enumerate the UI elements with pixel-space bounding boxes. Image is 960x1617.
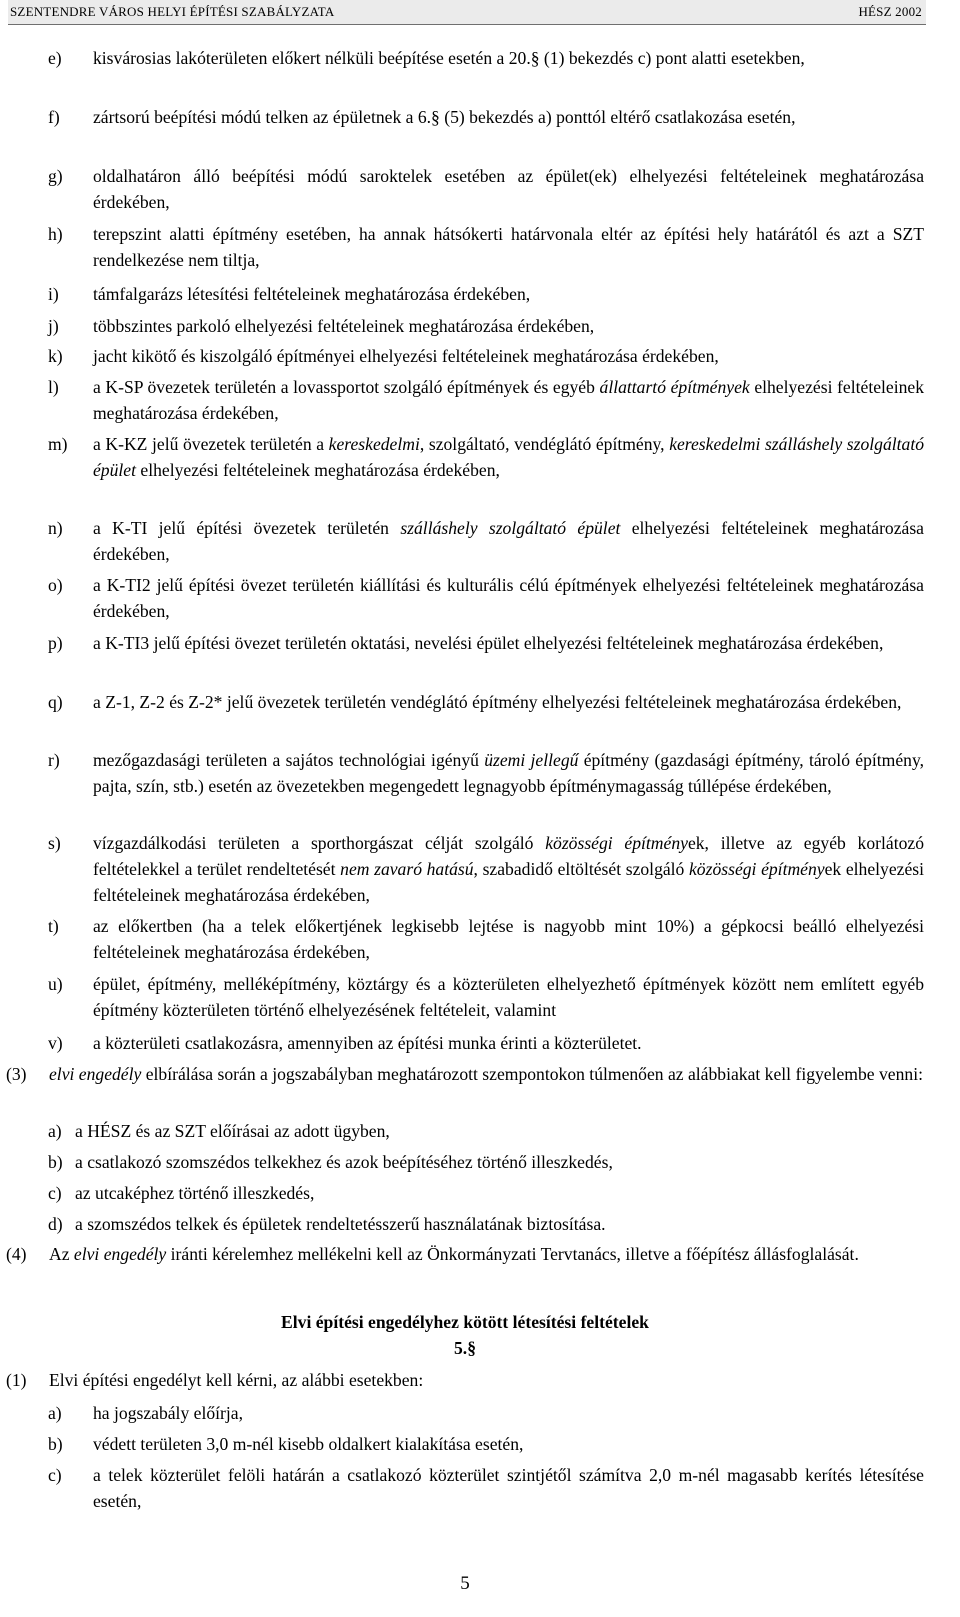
paragraph-marker: (1) [6, 1370, 27, 1390]
item-marker: e) [48, 48, 62, 68]
header-title: SZENTENDRE VÁROS HELYI ÉPÍTÉSI SZABÁLYZATA [10, 4, 335, 19]
list-item [48, 221, 924, 273]
item-text: vízgazdálkodási területen a sporthorgászat célját szolgáló közösségi építmények, illetve az egyéb korlátozó feltételekkel a terület rendeltetését nem zavaró hatású, szabadidő eltöltését szolgáló közösségi építmények elhelyezési feltételeinek meghatározása érdekében, [93, 833, 924, 905]
item-text: a közterületi csatlakozásra, amennyiben az építési munka érinti a közterületet. [93, 1033, 642, 1053]
item-marker: p) [48, 633, 63, 653]
list-item [48, 431, 924, 483]
paragraph-text: Elvi építési engedélyt kell kérni, az alábbi esetekben: [49, 1370, 424, 1390]
paragraph-1 [6, 1367, 924, 1393]
item-text: a K-SP övezetek területén a lovassportot szolgáló építmények és egyéb állattartó építmények elhelyezési feltételeinek meghatározása érdekében, [93, 377, 924, 423]
item-text: jacht kikötő és kiszolgáló építményei elhelyezési feltételeinek meghatározása érdekében, [93, 346, 719, 366]
section-title: Elvi építési engedélyhez kötött létesítési feltételek [281, 1312, 649, 1332]
list-item [48, 830, 924, 908]
paragraph-marker: (3) [6, 1064, 27, 1084]
item-marker: i) [48, 284, 59, 304]
item-marker: n) [48, 518, 63, 538]
item-marker: m) [48, 434, 68, 454]
item-text: a Z-1, Z-2 és Z-2* jelű övezetek területén vendéglátó építmény elhelyezési feltételeinek meghatározása érdekében, [93, 692, 902, 712]
item-marker: k) [48, 346, 63, 366]
list-item: a) ha jogszabály előírja, [48, 1403, 243, 1423]
paragraph-4 [6, 1241, 924, 1267]
item-text: a K-TI2 jelű építési övezet területén kiállítási és kulturális célú építmények elhelyezési feltételeinek meghatározása érdekében, [93, 575, 924, 621]
item-marker: s) [48, 833, 61, 853]
list-item [48, 689, 924, 715]
item-marker: u) [48, 974, 63, 994]
section-number: 5.§ [454, 1338, 476, 1358]
list-item [48, 747, 924, 799]
sub-item: b) a csatlakozó szomszédos telkekhez és azok beépítéséhez történő illeszkedés, [48, 1152, 613, 1172]
item-marker: l) [48, 377, 59, 397]
list-item [48, 45, 924, 71]
item-marker: r) [48, 750, 60, 770]
list-item [48, 281, 924, 307]
list-item [48, 163, 924, 215]
item-marker: o) [48, 575, 63, 595]
list-item [48, 1030, 924, 1056]
item-text: támfalgarázs létesítési feltételeinek meghatározása érdekében, [93, 284, 531, 304]
paragraph-3 [6, 1061, 924, 1087]
paragraph-marker: (4) [6, 1244, 27, 1264]
list-item [48, 515, 924, 567]
item-text: többszintes parkoló elhelyezési feltételeinek meghatározása érdekében, [93, 316, 595, 336]
list-item: b) védett területen 3,0 m-nél kisebb oldalkert kialakítása esetén, [48, 1434, 524, 1454]
list-item [48, 572, 924, 624]
list-item [48, 313, 924, 339]
header-doc-id: HÉSZ 2002 [858, 4, 922, 19]
item-text: zártsorú beépítési módú telken az épületnek a 6.§ (5) bekezdés a) ponttól eltérő csatlakozása esetén, [93, 107, 796, 127]
list-item [48, 374, 924, 426]
list-item [48, 971, 924, 1023]
item-text: kisvárosias lakóterületen előkert nélküli beépítése esetén a 20.§ (1) bekezdés c) pont alatti esetekben, [93, 48, 805, 68]
item-text: a K-TI3 jelű építési övezet területén oktatási, nevelési épület elhelyezési feltételeinek meghatározása érdekében, [93, 633, 884, 653]
sub-item: d) a szomszédos telkek és épületek rendeltetésszerű használatának biztosítása. [48, 1214, 606, 1234]
sub-item: c) az utcaképhez történő illeszkedés, [48, 1183, 315, 1203]
paragraph-text: elvi engedély elbírálása során a jogszabályban meghatározott szempontokon túlmenően az alábbiakat kell figyelembe venni: [49, 1064, 923, 1084]
list-item [48, 913, 924, 965]
page-number: 5 [460, 1573, 470, 1594]
list-item: c) a telek közterület felöli határán a csatlakozó közterület szintjétől számítva 2,0 m-nél magasabb kerítés létesítése esetén, [48, 1465, 924, 1511]
item-text: a K-TI jelű építési övezetek területén szálláshely szolgáltató épület elhelyezési feltételeinek meghatározása érdekében, [93, 518, 924, 564]
list-item [48, 630, 924, 656]
item-text: épület, építmény, melléképítmény, köztárgy és a közterületen elhelyezhető építmények között nem említett egyéb építmény közterületen történő elhelyezésének feltételeit, valamint [93, 974, 924, 1020]
item-marker: f) [48, 107, 60, 127]
item-text: mezőgazdasági területen a sajátos technológiai igényű üzemi jellegű építmény (gazdasági építmény, tároló építmény, pajta, szín, stb.) esetén az övezetekben megengedett legnagyobb építménymagasság túllépése érdekében, [93, 750, 924, 796]
item-text: oldalhatáron álló beépítési módú saroktelek esetében az épület(ek) elhelyezési feltételeinek meghatározása érdekében, [93, 166, 924, 212]
item-marker: q) [48, 692, 63, 712]
item-marker: g) [48, 166, 63, 186]
item-text: az előkertben (ha a telek előkertjének legkisebb lejtése is nagyobb mint 10%) a gépkocsi beálló elhelyezési feltételeinek meghatározása érdekében, [93, 916, 924, 962]
item-marker: t) [48, 916, 59, 936]
list-item [48, 104, 924, 130]
item-marker: h) [48, 224, 63, 244]
sub-item: a) a HÉSZ és az SZT előírásai az adott ügyben, [48, 1121, 390, 1141]
item-text: a K-KZ jelű övezetek területén a kereskedelmi, szolgáltató, vendéglátó építmény, kereskedelmi szálláshely szolgáltató épület elhelyezési feltételeinek meghatározása érdekében, [93, 434, 924, 480]
item-text: terepszint alatti építmény esetében, ha annak hátsókerti határvonala eltér az építési hely határától és azt a SZT rendelkezése nem tiltja, [93, 224, 924, 270]
paragraph-text: Az elvi engedély iránti kérelemhez mellékelni kell az Önkormányzati Tervtanács, illetve a főépítész állásfoglalását. [49, 1244, 859, 1264]
item-marker: v) [48, 1033, 63, 1053]
page-header [8, 0, 926, 25]
list-item [48, 343, 924, 369]
item-marker: j) [48, 316, 59, 336]
